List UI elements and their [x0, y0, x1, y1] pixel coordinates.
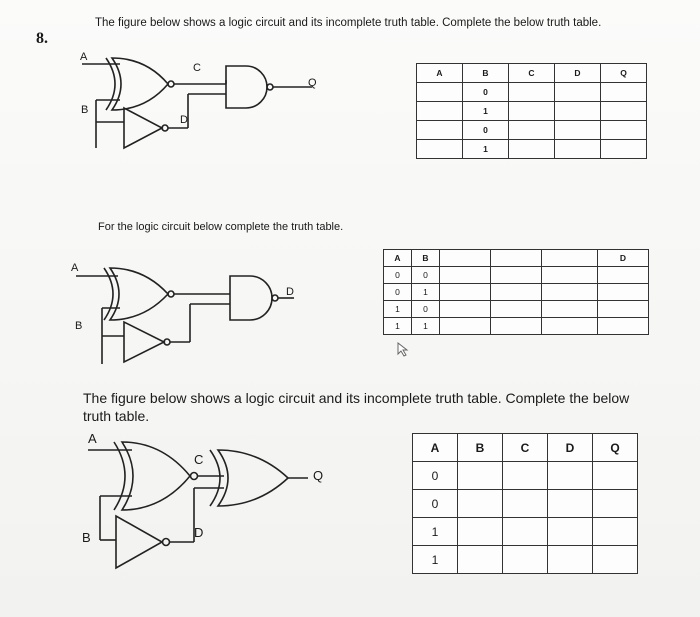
- question-number: 8.: [36, 30, 48, 47]
- header-cell: D: [548, 434, 593, 462]
- mouse-cursor-icon: [397, 342, 409, 358]
- table-cell: 1: [412, 318, 440, 335]
- table-cell[interactable]: [542, 284, 598, 301]
- table-cell[interactable]: [458, 518, 503, 546]
- section2-truth-table: [383, 249, 649, 335]
- section1-label-b: B: [81, 104, 89, 116]
- table-cell[interactable]: [458, 462, 503, 490]
- table-cell: 0: [413, 490, 458, 518]
- header-cell: A: [413, 434, 458, 462]
- table-cell[interactable]: [491, 267, 542, 284]
- table-cell: 1: [413, 518, 458, 546]
- table-row: [384, 301, 649, 318]
- header-cell: A: [384, 250, 412, 267]
- table-cell[interactable]: [491, 318, 542, 335]
- table-cell: 1: [384, 318, 412, 335]
- table-cell[interactable]: [555, 102, 601, 121]
- section1-label-c: C: [193, 62, 201, 74]
- table-cell: 1: [413, 546, 458, 574]
- table-cell: 0: [384, 284, 412, 301]
- table-cell[interactable]: [598, 267, 649, 284]
- table-cell[interactable]: [593, 546, 638, 574]
- table-cell[interactable]: [542, 318, 598, 335]
- header-cell: D: [555, 64, 601, 83]
- table-cell[interactable]: [440, 301, 491, 318]
- table-cell[interactable]: [593, 518, 638, 546]
- table-row: [413, 462, 638, 490]
- table-cell[interactable]: [542, 267, 598, 284]
- table-cell: 1: [412, 284, 440, 301]
- section1-truth-table: [416, 63, 647, 159]
- table-cell[interactable]: [440, 284, 491, 301]
- table-cell[interactable]: [417, 121, 463, 140]
- table-cell[interactable]: [509, 140, 555, 159]
- section1-label-a: A: [80, 51, 88, 63]
- table-cell[interactable]: [555, 121, 601, 140]
- table-cell[interactable]: [548, 490, 593, 518]
- table-row: [413, 490, 638, 518]
- section2-prompt: For the logic circuit below complete the truth table.: [98, 221, 344, 233]
- table-cell[interactable]: [548, 518, 593, 546]
- table-cell: 0: [384, 267, 412, 284]
- table-cell[interactable]: [458, 546, 503, 574]
- table-row: [417, 140, 647, 159]
- table-header-row: [384, 250, 649, 267]
- table-cell[interactable]: [509, 83, 555, 102]
- section3-label-a: A: [88, 431, 97, 446]
- section1-prompt: The figure below shows a logic circuit and its incomplete truth table. Complete the below truth table.: [95, 17, 602, 29]
- table-cell[interactable]: [503, 462, 548, 490]
- table-cell[interactable]: [601, 121, 647, 140]
- header-cell: D: [598, 250, 649, 267]
- header-cell: [542, 250, 598, 267]
- section3-label-c: C: [194, 452, 204, 467]
- section2-label-a: A: [71, 262, 79, 274]
- table-cell[interactable]: [601, 83, 647, 102]
- section1-label-d: D: [180, 114, 188, 126]
- header-cell: B: [412, 250, 440, 267]
- section3-truth-table: [412, 433, 638, 574]
- table-cell: 0: [412, 301, 440, 318]
- table-cell[interactable]: [542, 301, 598, 318]
- table-cell: 0: [413, 462, 458, 490]
- header-cell: A: [417, 64, 463, 83]
- section1-label-q: Q: [308, 77, 317, 89]
- table-cell[interactable]: [417, 140, 463, 159]
- section3-circuit-diagram: [82, 440, 342, 580]
- table-cell[interactable]: [598, 301, 649, 318]
- table-cell[interactable]: [555, 140, 601, 159]
- section3-label-q: Q: [313, 468, 324, 483]
- table-cell: 0: [463, 121, 509, 140]
- table-cell[interactable]: [598, 284, 649, 301]
- table-cell[interactable]: [417, 102, 463, 121]
- table-header-row: [413, 434, 638, 462]
- table-cell[interactable]: [548, 462, 593, 490]
- table-cell: 1: [463, 102, 509, 121]
- section2-circuit-diagram: [72, 262, 312, 372]
- table-row: [384, 267, 649, 284]
- header-cell: Q: [601, 64, 647, 83]
- section3-prompt: The figure below shows a logic circuit and its incomplete truth table. Complete the below truth table.: [83, 390, 630, 424]
- table-row: [417, 102, 647, 121]
- table-cell: 1: [384, 301, 412, 318]
- header-cell: B: [463, 64, 509, 83]
- table-row: [417, 121, 647, 140]
- table-cell[interactable]: [458, 490, 503, 518]
- table-cell[interactable]: [548, 546, 593, 574]
- table-row: [413, 518, 638, 546]
- table-cell[interactable]: [440, 267, 491, 284]
- table-cell[interactable]: [491, 284, 542, 301]
- table-row: [413, 546, 638, 574]
- table-cell[interactable]: [503, 546, 548, 574]
- section3-label-d: D: [194, 525, 204, 540]
- table-cell: 1: [463, 140, 509, 159]
- table-cell[interactable]: [593, 490, 638, 518]
- table-header-row: [417, 64, 647, 83]
- table-cell[interactable]: [491, 301, 542, 318]
- table-cell: 0: [412, 267, 440, 284]
- table-cell[interactable]: [509, 121, 555, 140]
- table-cell[interactable]: [601, 140, 647, 159]
- table-cell[interactable]: [555, 83, 601, 102]
- table-row: [417, 83, 647, 102]
- header-cell: [491, 250, 542, 267]
- header-cell: B: [458, 434, 503, 462]
- table-cell[interactable]: [601, 102, 647, 121]
- table-cell[interactable]: [503, 490, 548, 518]
- header-cell: [440, 250, 491, 267]
- table-cell[interactable]: [440, 318, 491, 335]
- table-cell[interactable]: [417, 83, 463, 102]
- header-cell: Q: [593, 434, 638, 462]
- table-row: [384, 284, 649, 301]
- section3-label-b: B: [82, 530, 91, 545]
- table-cell[interactable]: [598, 318, 649, 335]
- table-row: [384, 318, 649, 335]
- header-cell: C: [503, 434, 548, 462]
- header-cell: C: [509, 64, 555, 83]
- table-cell[interactable]: [503, 518, 548, 546]
- section1-circuit-diagram: [76, 50, 336, 160]
- table-cell[interactable]: [509, 102, 555, 121]
- section2-label-b: B: [75, 320, 83, 332]
- table-cell[interactable]: [593, 462, 638, 490]
- section2-label-d: D: [286, 286, 294, 298]
- table-cell: 0: [463, 83, 509, 102]
